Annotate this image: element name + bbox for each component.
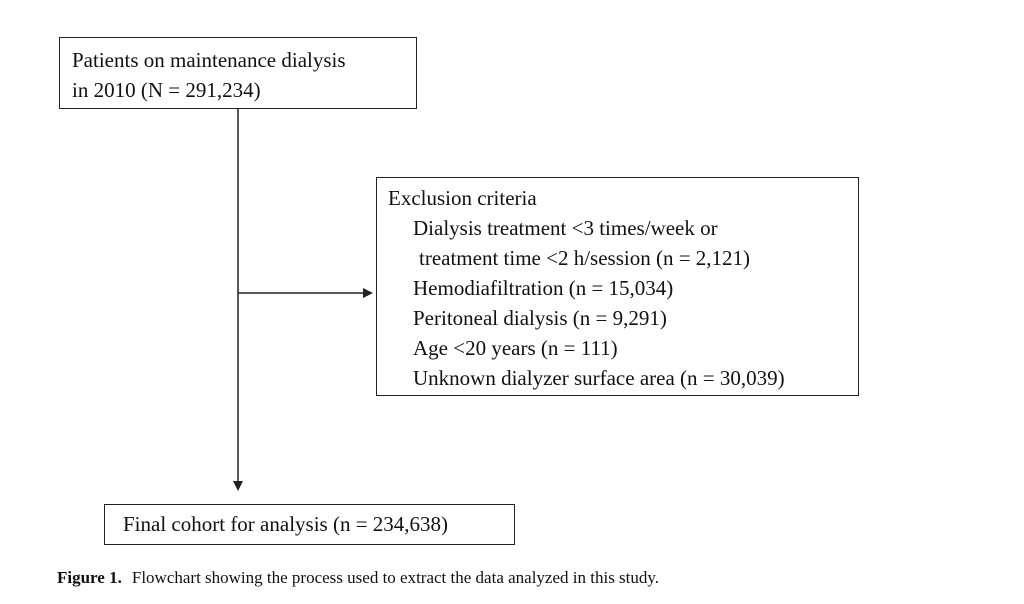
exclusion-item: Unknown dialyzer surface area (n = 30,039): [413, 366, 785, 390]
figure-caption: [57, 567, 659, 589]
exclusion-item: Peritoneal dialysis (n = 9,291): [413, 306, 667, 330]
arrowhead-right-icon: [363, 288, 373, 298]
start-population-box: [59, 37, 417, 109]
exclusion-item: Dialysis treatment <3 times/week or: [413, 216, 718, 240]
start-line-1: Patients on maintenance dialysis: [72, 48, 346, 72]
exclusion-criteria-box: [376, 177, 859, 396]
figure-caption-text: Flowchart showing the process used to extract the data analyzed in this study.: [131, 568, 660, 587]
exclusion-item: Hemodiafiltration (n = 15,034): [413, 276, 674, 300]
arrowhead-down-icon: [233, 481, 243, 491]
final-cohort-box: [104, 504, 515, 545]
figure-caption-label: Figure 1.: [57, 568, 122, 587]
exclusion-item: treatment time <2 h/session (n = 2,121): [419, 246, 751, 270]
start-line-2: in 2010 (N = 291,234): [72, 78, 261, 102]
exclusion-item: Age <20 years (n = 111): [413, 336, 618, 360]
exclusion-title: Exclusion criteria: [388, 186, 537, 210]
final-cohort-label: Final cohort for analysis (n = 234,638): [123, 512, 449, 536]
